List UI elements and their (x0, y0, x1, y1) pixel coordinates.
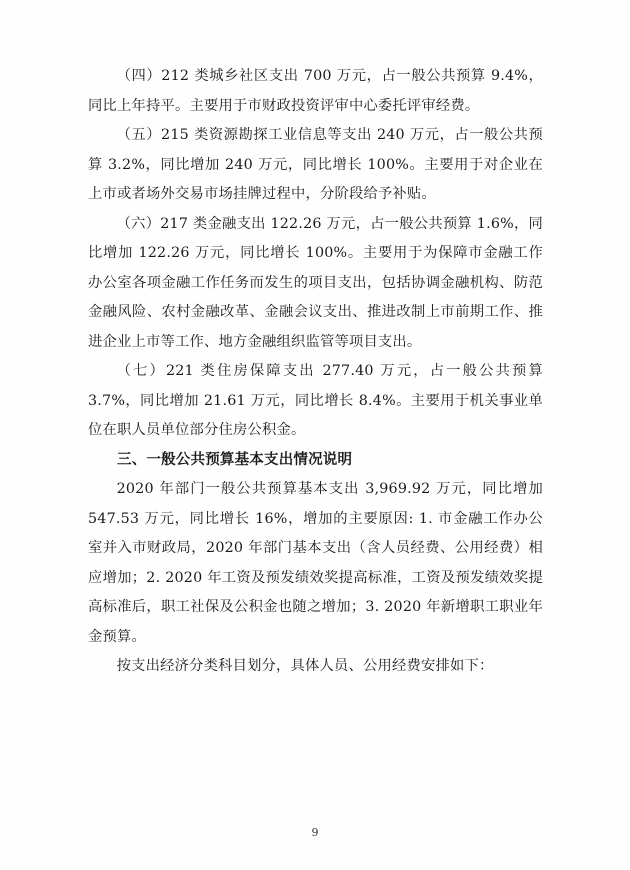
section-heading: 三、一般公共预算基本支出情况说明 (117, 451, 353, 468)
paragraph-item-2: （五）215 类资源勘探工业信息等支出 240 万元，占一般公共预算 3.2%，同比增加 240 万元，同比增长 100%。主要用于对企业在上市或者场外交易市场挂牌过程中，分阶段给予补贴。 (88, 127, 543, 202)
paragraph-item-4: （七）221 类住房保障支出 277.40 万元，占一般公共预算 3.7%，同比增加 21.61 万元，同比增长 8.4%。主要用于机关事业单位在职人员单位部分住房公积金。 (88, 363, 543, 438)
page-number: 9 (311, 826, 319, 839)
paragraph-item-6: 按支出经济分类科目划分，具体人员、公用经费安排如下： (116, 658, 494, 674)
paragraph-item-3: （六）217 类金融支出 122.26 万元，占一般公共预算 1.6%，同比增加 122.26 万元，同比增长 100%。主要用于为保障市金融工作办公室各项金融工作任务而发生的项目支出，包括协调金融机构、防范金融风险、农村金融改革、金融会议支出、推进改制上市前期工作、推进企业上市等工作、地方金融组织监管等项目支出。 (88, 215, 543, 350)
paragraph-item-5: 2020 年部门一般公共预算基本支出 3,969.92 万元，同比增加 547.53 万元，同比增长 16%，增加的主要原因: 1. 市金融工作办公室并入市财政局，2020 年部门基本支出（含人员经费、公用经费）相应增加；2. 2020 年工资及预发绩效奖提高标准，工资及预发绩效奖提高标准后，职工社保及公积金也随之增加；3. 2020 年新增职工职业年金预算。 (88, 481, 543, 645)
paragraph-item-1: （四）212 类城乡社区支出 700 万元，占一般公共预算 9.4%，同比上年持平。主要用于市财政投资评审中心委托评审经费。 (88, 68, 543, 114)
document-body (88, 62, 543, 682)
